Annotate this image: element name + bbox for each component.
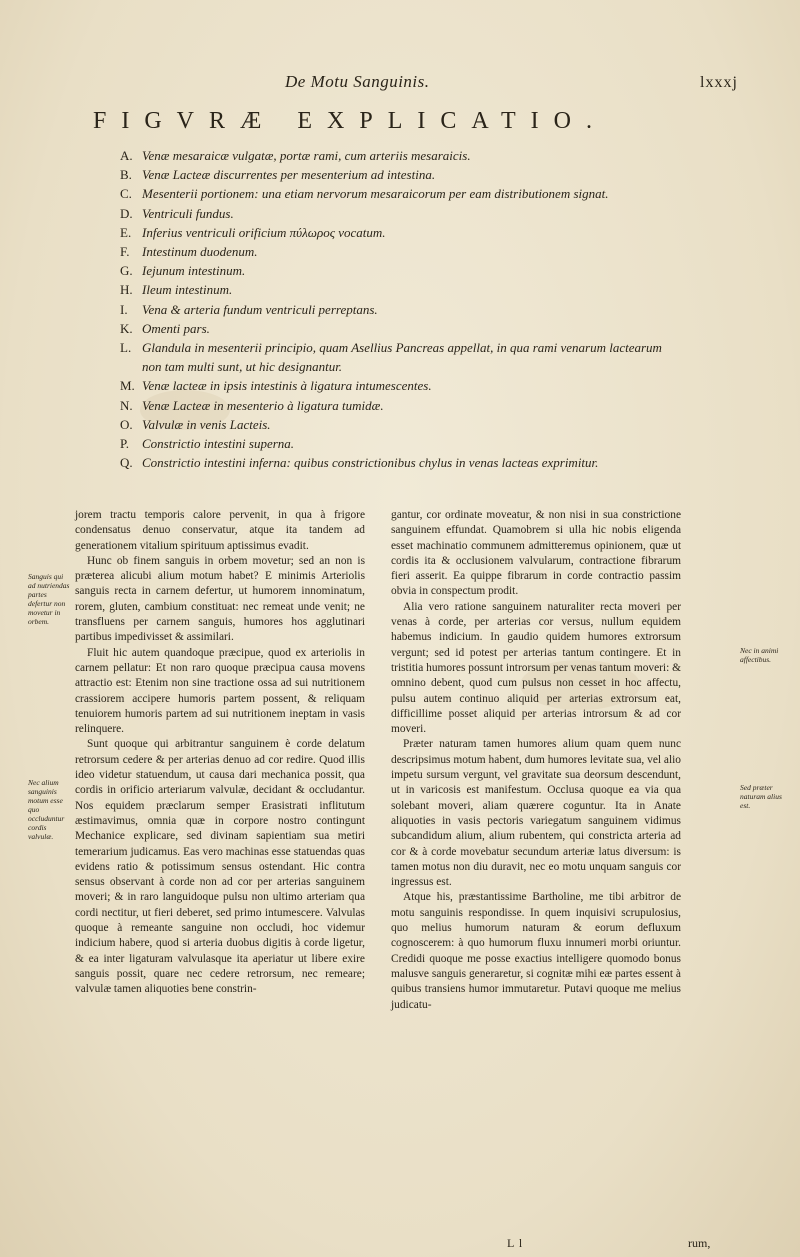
legend-letter: I. xyxy=(120,301,128,317)
legend-item xyxy=(120,376,680,395)
paragraph: Fluit hic autem quandoque præcipue, quod ex arteriolis in carnem pellatur: Et non raro quoque præcipua causa movens attractio est: Etenim non sine tractione ossa ad sui nutritionem crassiorem accipere humoris partem possent, & reliquam tenuiorem humoris partem ad sui nutritionem ineptam in vasis relinquere. xyxy=(75,646,365,736)
legend-item xyxy=(120,415,680,434)
legend-letter: F. xyxy=(120,244,130,260)
margin-note-right: Nec in animi affectibus. xyxy=(740,646,779,664)
paragraph: Sunt quoque qui arbitrantur sanguinem è corde delatum retrorsum cedere & per arterias denuo ad cor redire. Quod illis ideo videtur statuendum, ut causa dari mechanica possit, qua cordis in orificio arteriarum valvulæ, decidant & occludantur. Nos equidem præclarum semper Erasistrati inflitutum æstimavimus, omnia quæ in corpore nostro contingunt Mechanice explicare, sed divinam sapientiam sua metiri temerarium judicamus. Eas vero machinas esse statuendas quas evidens ratio & potissimum sensus ostendant. Hic contra sensus observant à corde non ad cor per arterias sanguinem moveri; & in raro languidoque pulsu non ultimo arteriam qua cordi nectitur, ut fieri deberet, sed primo intumescere. Valvulas quoque à remeante sanguine non occludi, hoc videmur indicium habere, quod si arteria duobus digitis à corde ligetur, & ea inter ligaturam valvulasque ita aperiatur ut libere exire sanguis possit, quare nec cedere retrorsum, nec remeare; valvulæ tamen aliquoties bene constrin- xyxy=(75,738,365,996)
margin-note-right: Sed præter naturam alius est. xyxy=(740,783,782,810)
legend-letter: K. xyxy=(120,320,133,336)
legend-text: Venæ lacteæ in ipsis intestinis à ligatura intumescentes. xyxy=(142,378,432,394)
legend-text: Ventriculi fundus. xyxy=(142,205,234,221)
legend-letter: G. xyxy=(120,263,133,279)
legend-text: Intestinum duodenum. xyxy=(142,244,258,260)
legend-item xyxy=(120,300,680,319)
legend-letter: A. xyxy=(120,148,133,163)
legend-text: Venæ Lacteæ discurrentes per mesenterium ad intestina. xyxy=(142,167,436,183)
legend-text: Inferius ventriculi orificium πύλωρος vocatum. xyxy=(142,224,386,240)
legend-letter: Q. xyxy=(120,455,133,471)
margin-note-left: Nec alium sanguinis motum esse quo occluduntur cordis valvulæ. xyxy=(28,778,65,841)
section-heading: FIGVRÆ EXPLICATIO. xyxy=(93,108,608,134)
legend-letter: D. xyxy=(120,205,133,221)
legend-text: Venæ Lacteæ in mesenterio à ligatura tumidæ. xyxy=(142,397,384,413)
legend-item xyxy=(120,204,680,223)
legend-letter: O. xyxy=(120,416,133,432)
legend-text: Vena & arteria fundum ventriculi perreptans. xyxy=(142,301,378,317)
legend-text: Mesenterii portionem: una etiam nervorum mesaraicorum per eam distributionem signat. xyxy=(142,186,609,202)
legend-item xyxy=(120,223,680,242)
legend-item xyxy=(120,453,680,472)
margin-note-left: Sanguis qui ad nutriendas partes defertur non movetur in orbem. xyxy=(28,572,70,626)
legend-letter: L. xyxy=(120,340,132,356)
legend-text: Iejunum intestinum. xyxy=(142,263,246,279)
legend-letter: H. xyxy=(120,282,133,298)
legend-text: Venæ mesaraicæ vulgatæ, portæ rami, cum arteriis mesaraicis. xyxy=(142,148,471,163)
legend-letter: C. xyxy=(120,186,132,202)
paragraph: jorem tractu temporis calore pervenit, in qua à frigore condensatus denuo conservatur, atque ita tandem ad generationem vitalium spirituum aptissimus evadit. xyxy=(75,509,365,552)
legend-letter: N. xyxy=(120,397,133,413)
legend-letter: B. xyxy=(120,167,132,183)
paragraph: Hunc ob finem sanguis in orbem movetur; sed an non is præterea alicubi alium motum habet? E minimis Arteriolis sanguis recta in carnem defertur, ut humorem innominatum, rorem, gluten, cambium constituat: nec remeat unde venit; ne transfluens per carnem sanguis, humores hos agglutinari partibus impedivisset & assimilari. xyxy=(75,554,365,644)
legend-letter: E. xyxy=(120,224,132,240)
page-number: lxxxj xyxy=(700,74,738,91)
paragraph: Atque his, præstantissime Bartholine, me tibi arbitror de motu sanguinis respondisse. In quem inquisivi scrupulosius, quo melius humorum naturam & eorum defluxum cognoscerem: à quo humorum fluxu innumeri morbi oriuntur. Credidi quoque me posse exactius intelligere quomodo bonus malusve sanguis generaretur, si cognitæ mihi eæ partes essent à quibus transiens humor immutaretur. Putavi quoque me melius judicatu- xyxy=(391,891,681,1011)
paragraph: gantur, cor ordinate moveatur, & non nisi in sua constrictione sanguinem effundat. Quamobrem si ulla hic nobis eligenda esset machinatio communem admitteremus opinionem, quæ ut cordis ita & occlusionem valvularum, contractione fibrarum fieri asserit. Ea quippe fibrarum in corde contractio passim obvia in conspectum prodit. xyxy=(391,509,681,598)
legend-item xyxy=(120,319,680,338)
legend-letter: M. xyxy=(120,378,135,394)
legend-item xyxy=(120,146,680,165)
legend-letter: P. xyxy=(120,436,130,452)
legend-item xyxy=(120,184,680,203)
catchword: rum, xyxy=(688,1236,711,1250)
legend-item xyxy=(120,165,680,184)
paragraph: Alia vero ratione sanguinem naturaliter recta moveri per venas à corde, per arterias cor versus, nullum equidem habemus indicium. In gaudio quidem humores extrorsum vergunt; sed id potest per arterias tantum contingere. Et in tristitia humores possunt introrsum per venas tantum moveri: & omnino debent, quod cum pulsus non cesset in hoc affectu, pulsu autem continuo aliquid per arterias extrorsum eat, difficillime posset aliquid per arterias introrsum & ad cor moveri. xyxy=(391,600,681,736)
legend-item xyxy=(120,338,680,376)
legend-item xyxy=(120,280,680,299)
signature-mark: L l xyxy=(507,1236,524,1250)
paragraph: Præter naturam tamen humores alium quam quem nunc descripsimus motum habent, dum humores levitate sua, vel alio impetu sursum vergunt, vel gravitate sua deorsum descendunt, ut in varicosis est manifestum. Occlusa quoque ea via qua solebant moveri, aliam quærere coguntur. Ita in Anate aliquoties in vasis pectoris variegatum sanguinem vidimus subcandidum alium, alium rubentem, qui constricta arteria ad cor & à corde movebatur secundum arteriæ latus diversum: is tamen motus non diu duravit, nec eo motu unquam sanguis cor ingressus est. xyxy=(391,738,681,889)
legend-text: Glandula in mesenterii principio, quam Asellius Pancreas appellat, in qua rami venarum lactearum non tam multi sunt, ut hic designantur. xyxy=(142,340,662,375)
legend-item xyxy=(120,396,680,415)
running-title: De Motu Sanguinis. xyxy=(285,72,430,91)
right-column xyxy=(391,508,681,1013)
left-column xyxy=(75,508,365,998)
legend-text: Valvulæ in venis Lacteis. xyxy=(142,416,271,432)
legend-item xyxy=(120,434,680,453)
legend-text: Omenti pars. xyxy=(142,320,210,336)
legend-text: Constrictio intestini inferna: quibus constrictionibus chylus in venas lacteas exprimitur. xyxy=(142,455,599,471)
legend-item xyxy=(120,242,680,261)
figure-legend xyxy=(120,146,680,472)
legend-text: Ileum intestinum. xyxy=(142,282,233,298)
legend-item xyxy=(120,261,680,280)
legend-text: Constrictio intestini superna. xyxy=(142,436,295,452)
